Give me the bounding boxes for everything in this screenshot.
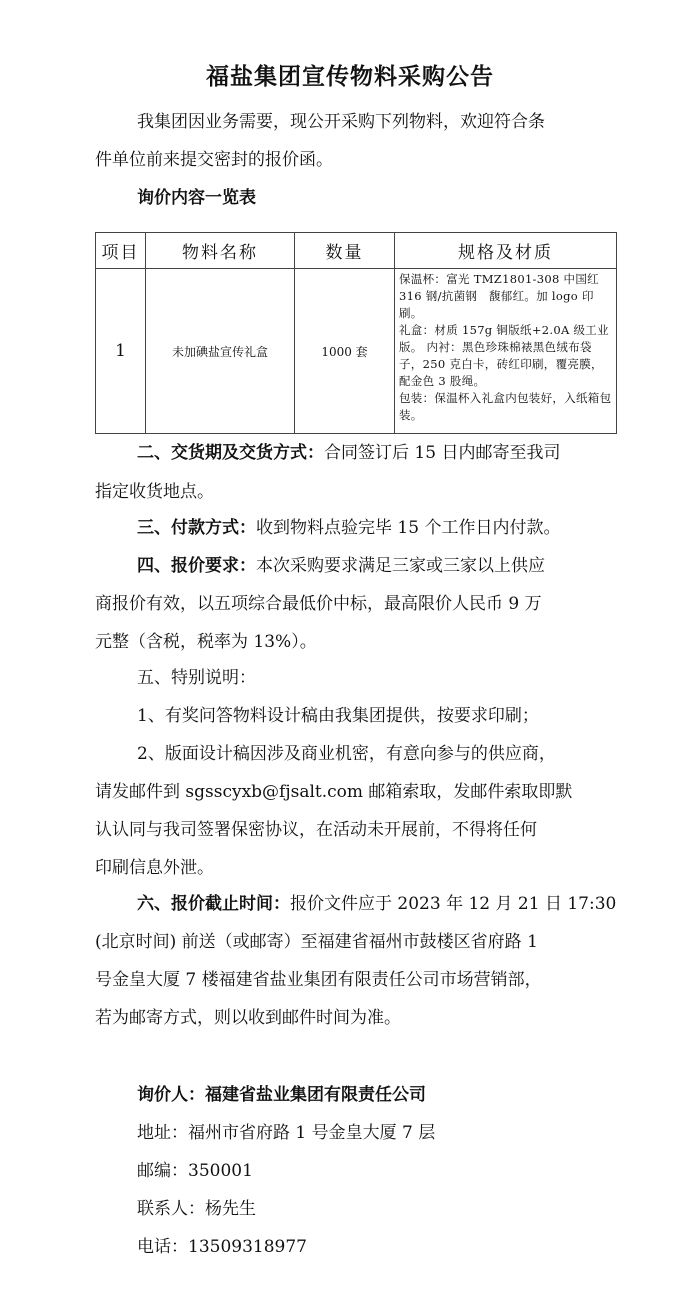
- header-quantity: 数量: [295, 233, 395, 269]
- deadline-line-4: 若为邮寄方式，则以收到邮件时间为准。: [95, 1008, 401, 1028]
- header-spec: 规格及材质: [395, 233, 617, 269]
- delivery-text-1: 合同签订后 15 日内邮寄至我司: [324, 443, 561, 463]
- notes-item-2-line-3: 认认同与我司签署保密协议，在活动未开展前，不得将任何: [95, 820, 537, 840]
- contact-phone: 电话：13509318977: [137, 1237, 307, 1257]
- quote-line-1: [137, 556, 615, 576]
- payment-line: [137, 518, 615, 538]
- notes-item-2-line-4: 印刷信息外泄。: [95, 858, 214, 878]
- notes-item-2-line-2: 请发邮件到 sgsscyxb@fjsalt.com 邮箱索取，发邮件索取即默: [95, 782, 573, 802]
- row-material-name: 未加碘盐宣传礼盒: [146, 269, 295, 434]
- page-title: 福盐集团宣传物料采购公告: [206, 63, 494, 90]
- spec-packing: 包装：保温杯入礼盒内包装好，入纸箱包装。: [399, 391, 612, 422]
- table-title: 询价内容一览表: [137, 188, 256, 208]
- notes-label: 五、特别说明：: [137, 668, 256, 688]
- intro-line-1: 我集团因业务需要，现公开采购下列物料，欢迎符合条: [137, 112, 545, 132]
- spec-cup: 保温杯：富光 TMZ1801-308 中国红 316 钢/抗菌钢 馥郁红。加 logo 印刷。: [399, 272, 599, 320]
- delivery-label: 二、交货期及交货方式：: [137, 443, 324, 463]
- header-item: 项目: [96, 233, 146, 269]
- notes-item-2-line-1: 2、版面设计稿因涉及商业机密，有意向参与的供应商，: [137, 744, 556, 764]
- quote-text-1: 本次采购要求满足三家或三家以上供应: [256, 556, 545, 576]
- delivery-line-1: [137, 443, 615, 463]
- quote-line-3: 元整（含税，税率为 13%）。: [95, 632, 317, 652]
- quote-line-2: 商报价有效，以五项综合最低价中标，最高限价人民币 9 万: [95, 594, 542, 614]
- deadline-line-1: [137, 894, 615, 914]
- row-quantity: 1000 套: [295, 269, 395, 434]
- header-material-name: 物料名称: [146, 233, 295, 269]
- payment-label: 三、付款方式：: [137, 518, 256, 538]
- table-row: [96, 269, 617, 434]
- row-number: 1: [96, 269, 146, 434]
- quote-label: 四、报价要求：: [137, 556, 256, 576]
- deadline-line-3: 号金皇大厦 7 楼福建省盐业集团有限责任公司市场营销部，: [95, 970, 542, 990]
- deadline-line-2: (北京时间) 前送（或邮寄）至福建省福州市鼓楼区省府路 1: [95, 932, 538, 952]
- contact-address: 地址：福州市省府路 1 号金皇大厦 7 层: [137, 1123, 436, 1143]
- table-header-row: [96, 233, 617, 269]
- payment-text: 收到物料点验完毕 15 个工作日内付款。: [256, 518, 561, 538]
- contact-inquirer: 询价人：福建省盐业集团有限责任公司: [137, 1085, 426, 1105]
- inquiry-table: [95, 232, 617, 434]
- deadline-text-1: 报价文件应于 2023 年 12 月 21 日 17:30: [290, 894, 617, 914]
- contact-postcode: 邮编：350001: [137, 1161, 253, 1181]
- spec-box: 礼盒：材质 157g 铜版纸+2.0A 级工业版。 内衬：黑色珍珠棉裱黑色绒布袋子，250 克白卡，砖红印刷，覆亮膜，配金色 3 股绳。: [399, 323, 609, 388]
- intro-line-2: 件单位前来提交密封的报价函。: [95, 150, 333, 170]
- notes-item-1: 1、有奖问答物料设计稿由我集团提供，按要求印刷；: [137, 706, 539, 726]
- row-spec: [395, 269, 617, 434]
- contact-person: 联系人：杨先生: [137, 1199, 256, 1219]
- deadline-label: 六、报价截止时间：: [137, 894, 290, 914]
- delivery-line-2: 指定收货地点。: [95, 482, 214, 502]
